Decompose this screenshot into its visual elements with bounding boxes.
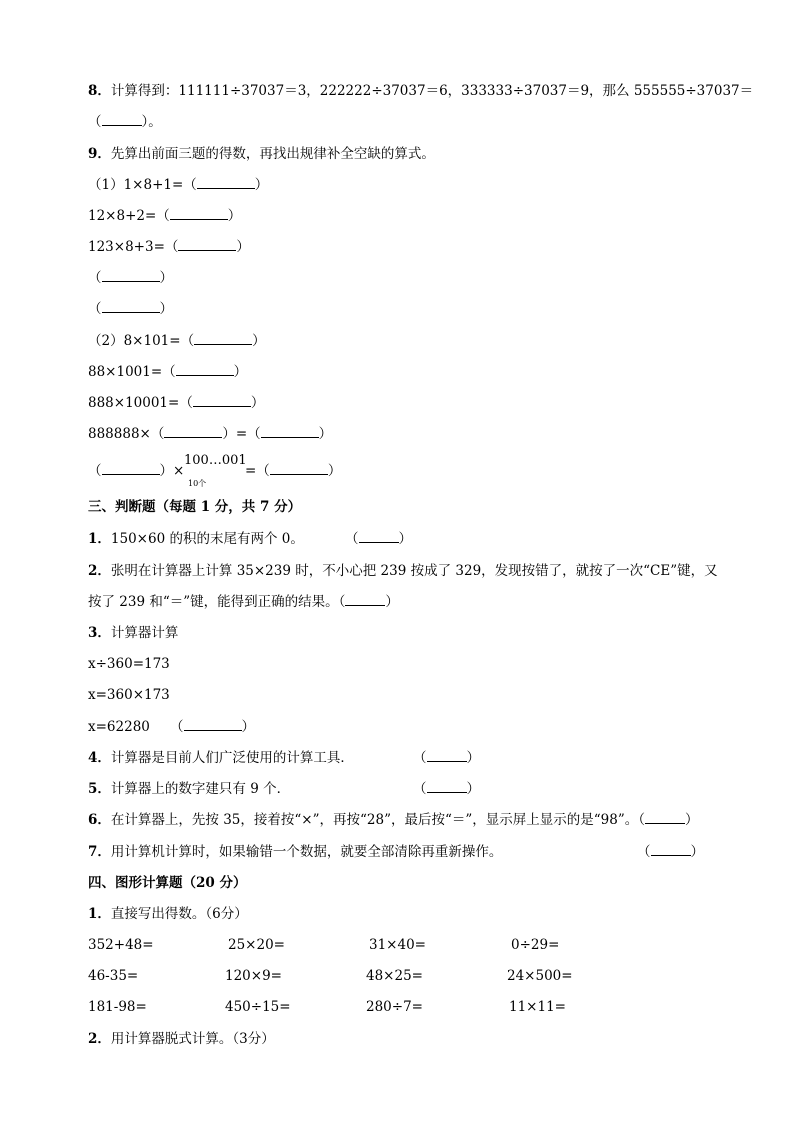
repeating-number: 100…001 (184, 453, 247, 468)
calc-cell: 24×500= (507, 968, 573, 984)
q9-row-end: =（ ） (245, 463, 342, 479)
section-3-title: 三、判断题（每题 1 分，共 7 分） (88, 499, 302, 515)
q9-row: 888888×（ ）=（ ） (88, 426, 333, 442)
answer-blank[interactable] (194, 332, 252, 345)
calc-question-1: 1．直接写出得数。（6分） (88, 906, 248, 922)
judge-item-1: 1．150×60 的积的末尾有两个 0。 (88, 531, 304, 547)
judge-item-2-cont: 按了 239 和“＝”键，能得到正确的结果。（ ） (88, 594, 399, 610)
answer-blank[interactable] (170, 207, 228, 220)
equation-line: x=360×173 (88, 687, 170, 703)
answer-blank[interactable] (102, 113, 142, 126)
calc-cell: 0÷29= (511, 937, 560, 953)
answer-blank[interactable] (193, 394, 251, 407)
q9-row: （ ）× (88, 463, 185, 479)
calc-cell: 46-35= (88, 968, 139, 984)
answer-blank[interactable] (651, 843, 691, 856)
q8-number: 8． (88, 83, 111, 99)
judge-item-5-answer: （ ） (413, 781, 480, 797)
answer-blank[interactable] (102, 462, 160, 475)
q9-row: 88×1001=（ ） (88, 364, 248, 380)
judge-item-2: 2．张明在计算器上计算 35×239 时，不小心把 239 按成了 329，发现按错了，就按了一次“CE”键，又 (88, 563, 718, 579)
judge-item-1-answer: （ ） (345, 531, 412, 547)
q8-answer-line: （ ）。 (88, 114, 162, 130)
answer-blank[interactable] (102, 300, 160, 313)
q9-row: 12×8+2=（ ） (88, 208, 242, 224)
q9-row: （1）1×8+1=（ ） (88, 177, 269, 193)
calc-cell: 352+48= (88, 937, 154, 953)
equation-line: x=62280 (88, 719, 150, 735)
answer-blank[interactable] (184, 718, 242, 731)
answer-blank[interactable] (178, 238, 236, 251)
answer-blank[interactable] (102, 269, 160, 282)
answer-blank[interactable] (197, 176, 255, 189)
calc-cell: 280÷7= (366, 999, 423, 1015)
answer-blank[interactable] (176, 363, 234, 376)
calc-cell: 11×11= (509, 999, 566, 1015)
judge-item-7: 7．用计算机计算时，如果输错一个数据，就要全部清除再重新操作。 (88, 844, 503, 860)
repeat-count-label: 10个 (188, 479, 207, 488)
section-4-title: 四、图形计算题（20 分） (88, 875, 247, 891)
answer-blank[interactable] (261, 425, 319, 438)
q9-title-line (88, 145, 435, 163)
q8-line (88, 82, 753, 100)
calc-cell: 25×20= (228, 937, 285, 953)
q9-number: 9． (88, 146, 111, 162)
calc-cell: 48×25= (366, 968, 423, 984)
calc-cell: 120×9= (225, 968, 282, 984)
answer-blank[interactable] (164, 425, 222, 438)
judge-item-3: 3．计算器计算 (88, 625, 179, 641)
judge-item-6: 6．在计算器上，先按 35，接着按“×”，再按“28”，最后按“＝”，显示屏上显示的是“98”。（ ） (88, 812, 699, 828)
q9-title: 先算出前面三题的得数，再找出规律补全空缺的算式。 (110, 146, 435, 162)
equation-line: x÷360=173 (88, 656, 170, 672)
answer-blank[interactable] (270, 462, 328, 475)
judge-item-4-answer: （ ） (413, 750, 480, 766)
q9-row: （ ） (88, 270, 173, 286)
answer-blank[interactable] (427, 749, 467, 762)
answer-blank[interactable] (359, 530, 399, 543)
answer-blank[interactable] (645, 811, 685, 824)
q9-row: 123×8+3=（ ） (88, 239, 250, 255)
q9-row: 888×10001=（ ） (88, 395, 265, 411)
judge-item-5: 5．计算器上的数字建只有 9 个． (88, 781, 291, 797)
calc-cell: 31×40= (369, 937, 426, 953)
q9-row: （ ） (88, 301, 173, 317)
answer-blank[interactable] (345, 593, 385, 606)
q9-row: （2）8×101=（ ） (88, 333, 266, 349)
calc-question-2: 2．用计算器脱式计算。（3分） (88, 1031, 275, 1047)
answer-blank[interactable] (427, 780, 467, 793)
q8-text: 计算得到：111111÷37037＝3，222222÷37037＝6，333333÷37037＝9，那么 555555÷37037＝ (110, 83, 754, 99)
judge-item-4: 4．计算器是目前人们广泛使用的计算工具． (88, 750, 354, 766)
judge-item-3-answer: （ ） (170, 719, 255, 735)
judge-item-7-answer: （ ） (637, 844, 704, 860)
calc-cell: 450÷15= (225, 999, 291, 1015)
calc-cell: 181-98= (88, 999, 147, 1015)
